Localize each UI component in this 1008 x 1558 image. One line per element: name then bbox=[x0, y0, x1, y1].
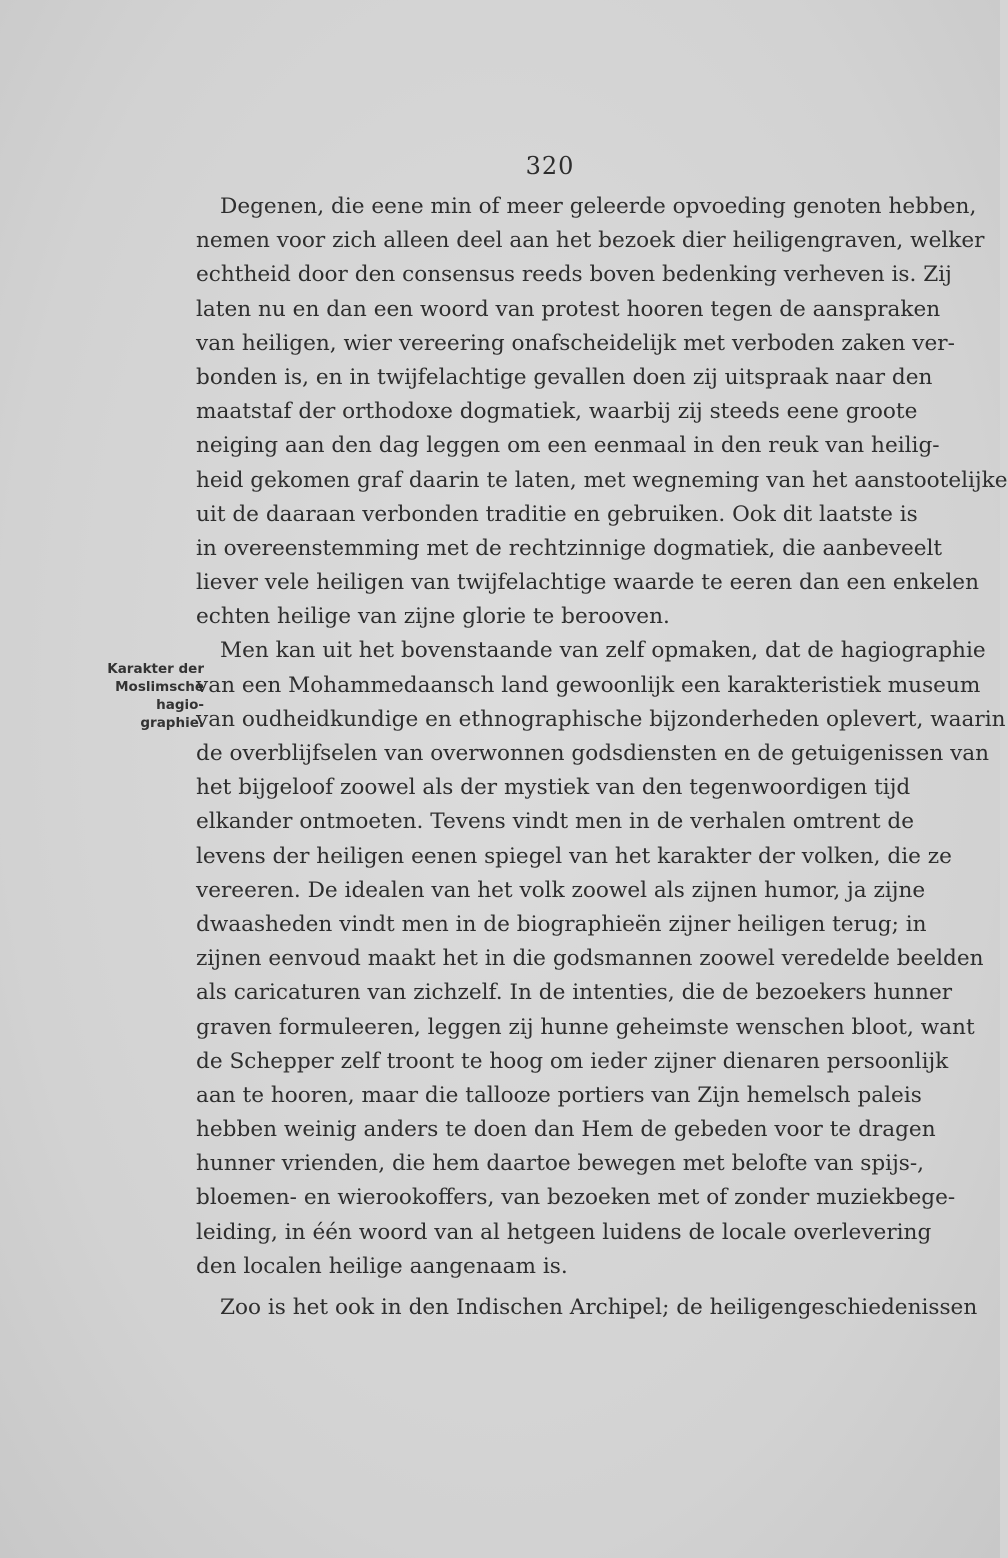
margin-note-line: Karakter der bbox=[107, 661, 204, 677]
text-line: graven formuleeren, leggen zij hunne geheimste wenschen bloot, want bbox=[196, 1014, 975, 1040]
text-line: leiding, in één woord van al hetgeen luidens de locale overlevering bbox=[196, 1219, 932, 1245]
text-line: de overblijfselen van overwonnen godsdiensten en de getuigenissen van bbox=[196, 741, 990, 766]
text-line: vereeren. De idealen van het volk zoowel als zijnen humor, ja zijne bbox=[196, 877, 926, 903]
text-line: van heiligen, wier vereering onafscheidelijk met verboden zaken ver- bbox=[196, 330, 955, 356]
margin-note-line: Moslimsche bbox=[115, 679, 204, 695]
margin-note-line: graphie. bbox=[140, 715, 204, 731]
margin-note-line: hagio- bbox=[156, 697, 204, 713]
text-line: levens der heiligen eenen spiegel van het karakter der volken, die ze bbox=[196, 843, 952, 869]
text-line: maatstaf der orthodoxe dogmatiek, waarbij zij steeds eene groote bbox=[196, 399, 918, 425]
text-line: echten heilige van zijne glorie te berooven. bbox=[196, 604, 670, 630]
text-line: bonden is, en in twijfelachtige gevallen doen zij uitspraak naar den bbox=[196, 364, 933, 390]
text-line: Degenen, die eene min of meer geleerde opvoeding genoten hebben, bbox=[220, 194, 977, 219]
text-line: in overeenstemming met de rechtzinnige dogmatiek, die aanbeveelt bbox=[196, 535, 943, 561]
page-number: 320 bbox=[525, 152, 575, 180]
text-line: de Schepper zelf troont te hoog om ieder zijner dienaren persoonlijk bbox=[196, 1048, 949, 1074]
text-line: elkander ontmoeten. Tevens vindt men in de verhalen omtrent de bbox=[196, 809, 915, 835]
text-line: den localen heilige aangenaam is. bbox=[196, 1253, 568, 1279]
text-line: bloemen- en wierookoffers, van bezoeken met of zonder muziekbege- bbox=[196, 1185, 956, 1211]
margin-note bbox=[74, 660, 204, 732]
text-line: hunner vrienden, die hem daartoe bewegen met belofte van spijs-, bbox=[196, 1151, 925, 1177]
text-line: echtheid door den consensus reeds boven bedenking verheven is. Zij bbox=[196, 262, 952, 288]
text-line: liever vele heiligen van twijfelachtige waarde te eeren dan een enkelen bbox=[196, 570, 979, 596]
text-line: als caricaturen van zichzelf. In de intenties, die de bezoekers hunner bbox=[196, 980, 953, 1006]
text-line: heid gekomen graf daarin te laten, met wegneming van het aanstootelijke bbox=[196, 467, 1008, 493]
paragraph-gap bbox=[196, 1284, 908, 1291]
body-text bbox=[196, 190, 1008, 1325]
text-line: van een Mohammedaansch land gewoonlijk een karakteristiek museum bbox=[196, 672, 981, 698]
text-line: uit de daaraan verbonden traditie en gebruiken. Ook dit laatste is bbox=[196, 501, 918, 527]
text-line: laten nu en dan een woord van protest hooren tegen de aanspraken bbox=[196, 296, 941, 322]
text-line: nemen voor zich alleen deel aan het bezoek dier heiligengraven, welker bbox=[196, 228, 985, 254]
text-line: het bijgeloof zoowel als der mystiek van den tegenwoordigen tijd bbox=[196, 775, 911, 801]
text-line: aan te hooren, maar die tallooze portiers van Zijn hemelsch paleis bbox=[196, 1082, 922, 1108]
text-line: Zoo is het ook in den Indischen Archipel; de heiligengeschiedenissen bbox=[220, 1295, 978, 1320]
text-line: zijnen eenvoud maakt het in die godsmannen zoowel veredelde beelden bbox=[196, 946, 984, 972]
text-line: dwaasheden vindt men in de biographieën zijner heiligen terug; in bbox=[196, 911, 927, 937]
text-line: hebben weinig anders te doen dan Hem de gebeden voor te dragen bbox=[196, 1117, 936, 1143]
text-line: van oudheidkundige en ethnographische bijzonderheden oplevert, waarin bbox=[196, 706, 1006, 732]
text-line: Men kan uit het bovenstaande van zelf opmaken, dat de hagiographie bbox=[220, 638, 986, 664]
text-line: neiging aan den dag leggen om een eenmaal in den reuk van heilig- bbox=[196, 433, 940, 459]
